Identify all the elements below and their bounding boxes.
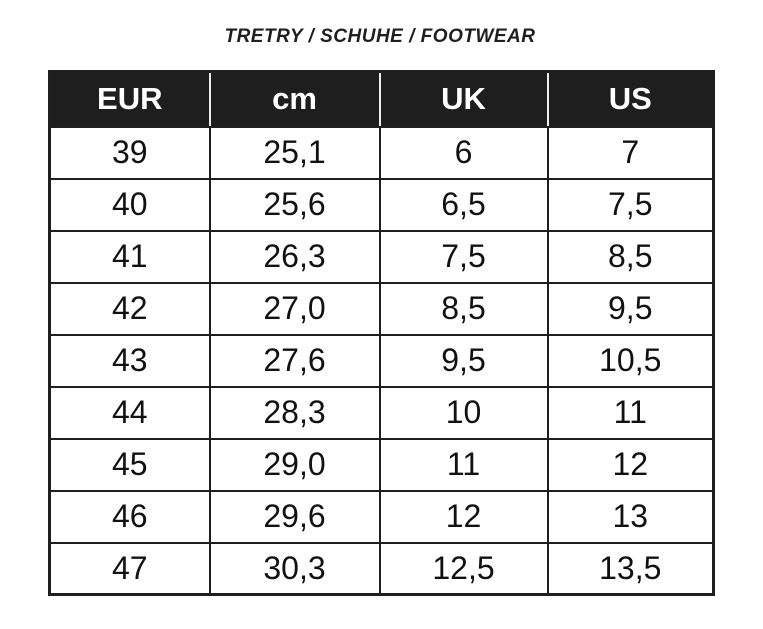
table-cell: 11 <box>548 387 714 439</box>
table-cell: 44 <box>50 387 210 439</box>
table-cell: 8,5 <box>548 231 714 283</box>
table-cell: 30,3 <box>210 543 380 595</box>
table-cell: 9,5 <box>380 335 548 387</box>
table-cell: 25,1 <box>210 127 380 179</box>
table-cell: 46 <box>50 491 210 543</box>
table-cell: 13 <box>548 491 714 543</box>
table-row <box>50 335 714 387</box>
column-header-cm: cm <box>210 72 380 127</box>
table-row <box>50 543 714 595</box>
column-header-eur: EUR <box>50 72 210 127</box>
table-row <box>50 127 714 179</box>
table-cell: 26,3 <box>210 231 380 283</box>
table-cell: 13,5 <box>548 543 714 595</box>
table-cell: 12 <box>380 491 548 543</box>
table-cell: 43 <box>50 335 210 387</box>
table-cell: 6 <box>380 127 548 179</box>
table-row <box>50 231 714 283</box>
table-cell: 47 <box>50 543 210 595</box>
header-row <box>50 72 714 127</box>
table-cell: 12 <box>548 439 714 491</box>
column-header-us: US <box>548 72 714 127</box>
table-cell: 45 <box>50 439 210 491</box>
table-cell: 8,5 <box>380 283 548 335</box>
table-cell: 40 <box>50 179 210 231</box>
table-cell: 9,5 <box>548 283 714 335</box>
title-wrap <box>48 26 712 48</box>
table-cell: 25,6 <box>210 179 380 231</box>
table-row <box>50 439 714 491</box>
table-cell: 41 <box>50 231 210 283</box>
table-cell: 42 <box>50 283 210 335</box>
page-title: TRETRY / SCHUHE / FOOTWEAR <box>224 26 536 47</box>
table-cell: 7,5 <box>548 179 714 231</box>
table-row <box>50 283 714 335</box>
table-cell: 7,5 <box>380 231 548 283</box>
column-header-uk: UK <box>380 72 548 127</box>
table-row <box>50 491 714 543</box>
table-cell: 11 <box>380 439 548 491</box>
table-cell: 10 <box>380 387 548 439</box>
table-cell: 27,0 <box>210 283 380 335</box>
table-cell: 27,6 <box>210 335 380 387</box>
table-body <box>50 127 714 595</box>
table-cell: 10,5 <box>548 335 714 387</box>
table-cell: 28,3 <box>210 387 380 439</box>
size-conversion-table <box>48 70 715 596</box>
table-cell: 39 <box>50 127 210 179</box>
table-cell: 6,5 <box>380 179 548 231</box>
table-cell: 29,0 <box>210 439 380 491</box>
table-cell: 12,5 <box>380 543 548 595</box>
table-cell: 7 <box>548 127 714 179</box>
table-cell: 29,6 <box>210 491 380 543</box>
table-row <box>50 387 714 439</box>
table-row <box>50 179 714 231</box>
